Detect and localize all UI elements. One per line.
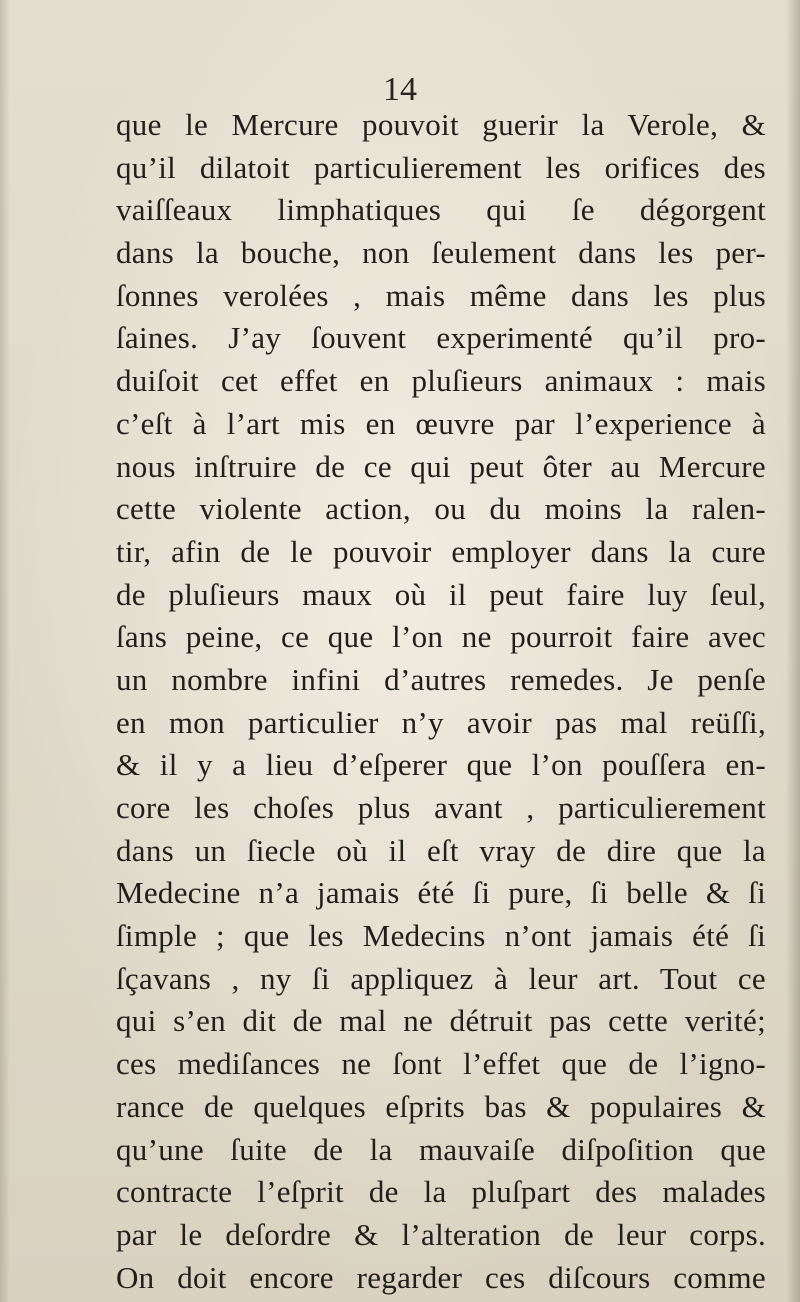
text-line: core les choſes plus avant , particulierement <box>116 790 766 825</box>
text-line: ſans peine, ce que l’on ne pourroit faire avec <box>116 619 766 655</box>
text-line: qu’une ſuite de la mauvaiſe diſpoſition que <box>116 1131 766 1167</box>
text-line: vaiſſeaux limphatiques qui ſe dégorgent <box>116 192 766 228</box>
text-line: & il y a lieu d’eſperer que l’on pouſſera en- <box>116 747 766 783</box>
text-line: de pluſieurs maux où il peut faire luy ſeul, <box>116 576 766 612</box>
text-line: ſimple ; que les Medecins n’ont jamais été ſi <box>116 918 766 954</box>
text-line: nous inſtruire de ce qui peut ôter au Mercure <box>116 448 766 484</box>
text-line: que le Mercure pouvoit guerir la Verole, & <box>116 107 766 142</box>
text-line: contracte l’eſprit de la pluſpart des malades <box>116 1174 766 1210</box>
text-line: en mon particulier n’y avoir pas mal reüſſi, <box>116 704 766 740</box>
text-line: par le deſordre & l’alteration de leur corps. <box>116 1216 766 1252</box>
text-line: Medecine n’a jamais été ſi pure, ſi belle & ſi <box>116 875 766 911</box>
text-line: cette violente action, ou du moins la ralen- <box>116 491 766 527</box>
text-line: On doit encore regarder ces diſcours comme <box>116 1259 766 1295</box>
text-line: duiſoit cet effet en pluſieurs animaux : mais <box>116 363 766 399</box>
page-gutter-shadow <box>0 0 10 1302</box>
text-line: rance de quelques eſprits bas & populaires & <box>116 1088 766 1124</box>
text-line: ſonnes verolées , mais même dans les plus <box>116 277 766 313</box>
text-line: qu’il dilatoit particulierement les orifices des <box>116 149 766 185</box>
text-line: ces mediſances ne ſont l’effet que de l’igno- <box>116 1046 766 1082</box>
text-line: un nombre infini d’autres remedes. Je penſe <box>116 661 766 697</box>
page-number: 14 <box>383 71 417 108</box>
text-line: dans un ſiecle où il eſt vray de dire que la <box>116 832 766 868</box>
text-line: c’eſt à l’art mis en œuvre par l’experience à <box>116 405 766 441</box>
text-line: ſaines. J’ay ſouvent experimenté qu’il pro- <box>116 320 766 356</box>
text-line: qui s’en dit de mal ne détruit pas cette verité; <box>116 1003 766 1039</box>
page-edge-shadow <box>786 0 800 1302</box>
text-line: dans la bouche, non ſeulement dans les per- <box>116 235 766 271</box>
body-text <box>116 104 766 1299</box>
text-line: tir, afin de le pouvoir employer dans la cure <box>116 533 766 569</box>
text-line: ſçavans , ny ſi appliquez à leur art. Tout ce <box>116 960 766 996</box>
